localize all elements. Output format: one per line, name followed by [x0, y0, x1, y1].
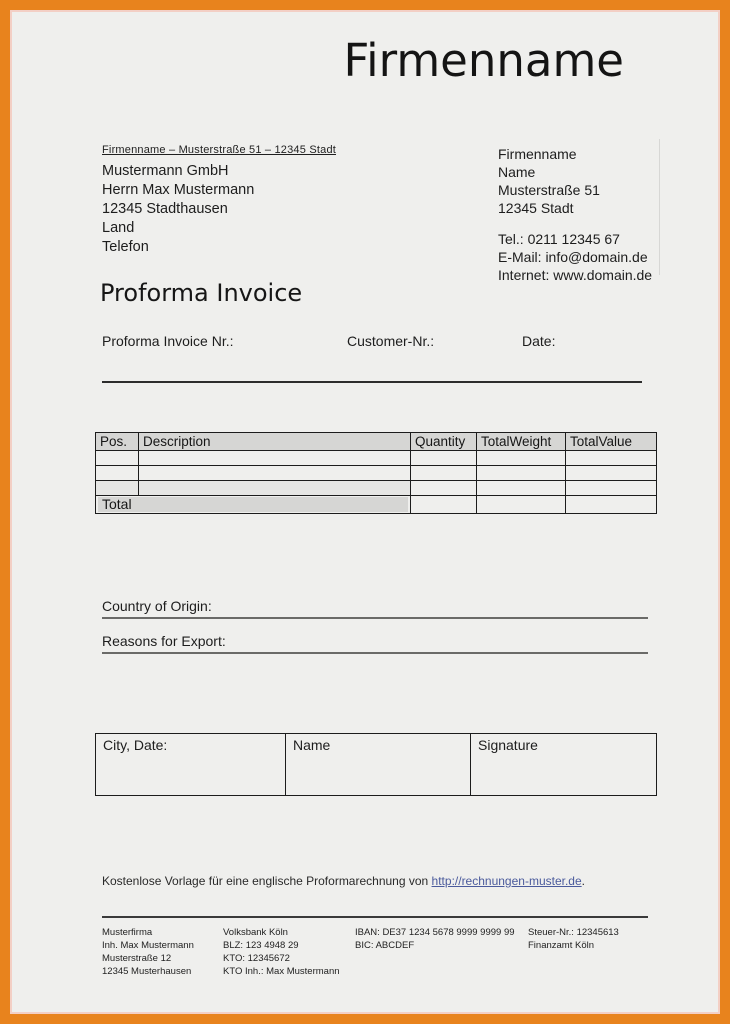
company-website: Internet: www.domain.de	[498, 267, 653, 283]
signature-table	[95, 733, 657, 796]
total-label: Total	[98, 497, 408, 512]
country-of-origin-label: Country of Origin:	[102, 598, 212, 614]
country-of-origin-field	[102, 598, 648, 619]
company-line: 12345 Stadt	[498, 200, 574, 216]
col-header-totalweight: TotalWeight	[477, 433, 566, 451]
company-line: Name	[498, 164, 536, 180]
footer-tax-column: Steuer-Nr.: 12345613 Finanzamt Köln	[528, 927, 619, 951]
note-text: Kostenlose Vorlage für eine englische Proformarechnung von	[102, 874, 432, 888]
city-date-cell: City, Date:	[96, 734, 286, 796]
recipient-address-block	[102, 162, 254, 257]
total-quantity-cell	[411, 496, 477, 514]
signature-cell: Signature	[471, 734, 657, 796]
col-header-quantity: Quantity	[411, 433, 477, 451]
recipient-line: Mustermann GmbH	[102, 163, 229, 179]
items-table-empty-row	[96, 451, 657, 466]
template-note	[102, 874, 585, 888]
total-weight-cell	[477, 496, 566, 514]
recipient-line: Herrn Max Mustermann	[102, 182, 255, 198]
company-line: Firmenname	[498, 146, 577, 162]
company-email: E-Mail: info@domain.de	[498, 249, 648, 265]
invoice-meta-underline	[102, 381, 642, 383]
invoice-number-label: Proforma Invoice Nr.:	[102, 333, 234, 349]
items-table-header-row	[96, 433, 657, 451]
reasons-for-export-label: Reasons for Export:	[102, 633, 226, 649]
page-title: Firmenname	[343, 34, 624, 87]
note-suffix: .	[581, 874, 585, 888]
footer-iban-column: IBAN: DE37 1234 5678 9999 9999 99 BIC: ABCDEF	[355, 927, 515, 951]
footer-company-column: Musterfirma Inh. Max Mustermann Musterstraße 12 12345 Musterhausen	[102, 927, 194, 977]
col-header-pos: Pos.	[96, 433, 139, 451]
company-line: Musterstraße 51	[498, 182, 600, 198]
items-table-empty-row	[96, 481, 657, 496]
company-contact-block	[498, 230, 652, 284]
date-label: Date:	[522, 333, 556, 349]
customer-number-label: Customer-Nr.:	[347, 333, 435, 349]
footer-divider-line	[102, 916, 648, 918]
recipient-line: Land	[102, 220, 135, 236]
recipient-line: 12345 Stadthausen	[102, 201, 228, 217]
company-address-block	[498, 145, 652, 284]
total-value-cell	[566, 496, 657, 514]
col-header-description: Description	[139, 433, 411, 451]
invoice-heading: Proforma Invoice	[100, 279, 303, 307]
template-source-link[interactable]: http://rechnungen-muster.de	[431, 874, 582, 888]
items-table-total-row	[96, 496, 657, 514]
items-table-empty-row	[96, 466, 657, 481]
address-block-divider-line	[659, 139, 660, 275]
name-cell: Name	[286, 734, 471, 796]
recipient-line: Telefon	[102, 239, 149, 255]
items-table	[95, 432, 657, 514]
company-phone: Tel.: 0211 12345 67	[498, 231, 620, 247]
footer-bank-column: Volksbank Köln BLZ: 123 4948 29 KTO: 12345672 KTO Inh.: Max Mustermann	[223, 927, 340, 977]
sender-address-line: Firmenname – Musterstraße 51 – 12345 Stadt	[102, 144, 337, 156]
reasons-for-export-field	[102, 633, 648, 654]
col-header-totalvalue: TotalValue	[566, 433, 657, 451]
